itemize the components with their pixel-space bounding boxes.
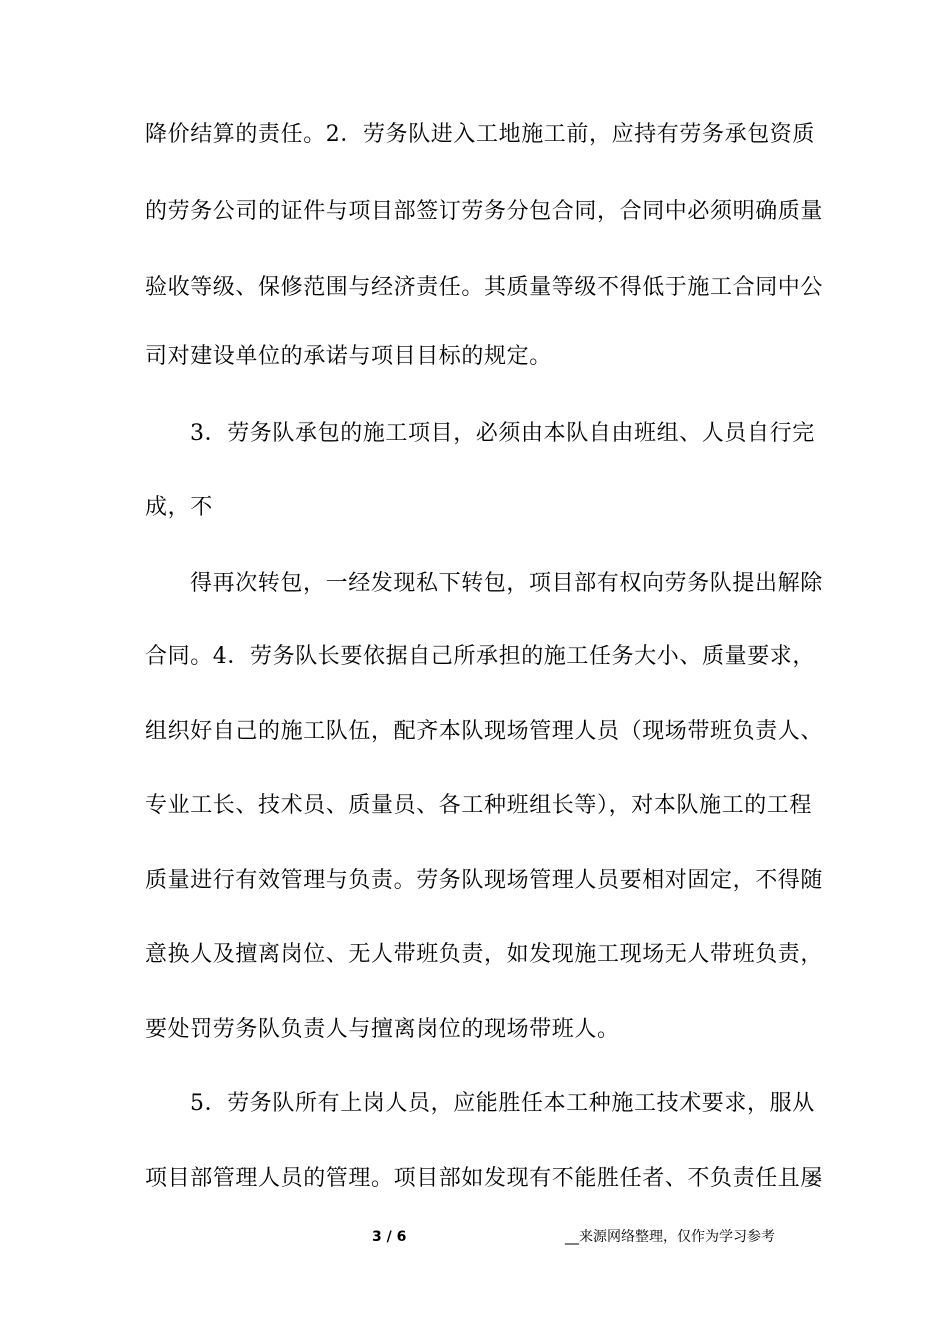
- page-number: 3 / 6: [372, 1229, 407, 1245]
- text-line: 专业工长、技术员、质量员、各工种班组长等），对本队施工的工程: [145, 793, 813, 818]
- text-line: 组织好自己的施工队伍，配齐本队现场管理人员（现场带班负责人、: [145, 719, 824, 744]
- text-line: 5．劳务队所有上岗人员，应能胜任本工种施工技术要求，服从: [190, 1091, 815, 1116]
- text-line: 的劳务公司的证件与项目部签订劳务分包合同，合同中必须明确质量: [145, 199, 824, 224]
- text-line: 质量进行有效管理与负责。劳务队现场管理人员要相对固定，不得随: [145, 868, 824, 893]
- text-line: 降价结算的责任。2．劳务队进入工地施工前，应持有劳务承包资质: [145, 122, 815, 147]
- source-note: __来源网络整理，仅作为学习参考: [565, 1229, 775, 1245]
- text-line: 得再次转包，一经发现私下转包，项目部有权向劳务队提出解除: [190, 571, 823, 596]
- text-line: 要处罚劳务队负责人与擅离岗位的现场带班人。: [145, 1017, 620, 1042]
- text-line: 项目部管理人员的管理。项目部如发现有不能胜任者、不负责任且屡: [145, 1166, 824, 1191]
- text-line: 3．劳务队承包的施工项目，必须由本队自由班组、人员自行完: [190, 421, 815, 446]
- text-line: 验收等级、保修范围与经济责任。其质量等级不得低于施工合同中公: [145, 275, 824, 300]
- text-line: 成，不: [145, 495, 213, 520]
- text-line: 司对建设单位的承诺与项目目标的规定。: [145, 344, 552, 369]
- text-line: 合同。4．劳务队长要依据自己所承担的施工任务大小、质量要求，: [145, 644, 815, 669]
- text-line: 意换人及擅离岗位、无人带班负责，如发现施工现场无人带班负责，: [145, 942, 824, 967]
